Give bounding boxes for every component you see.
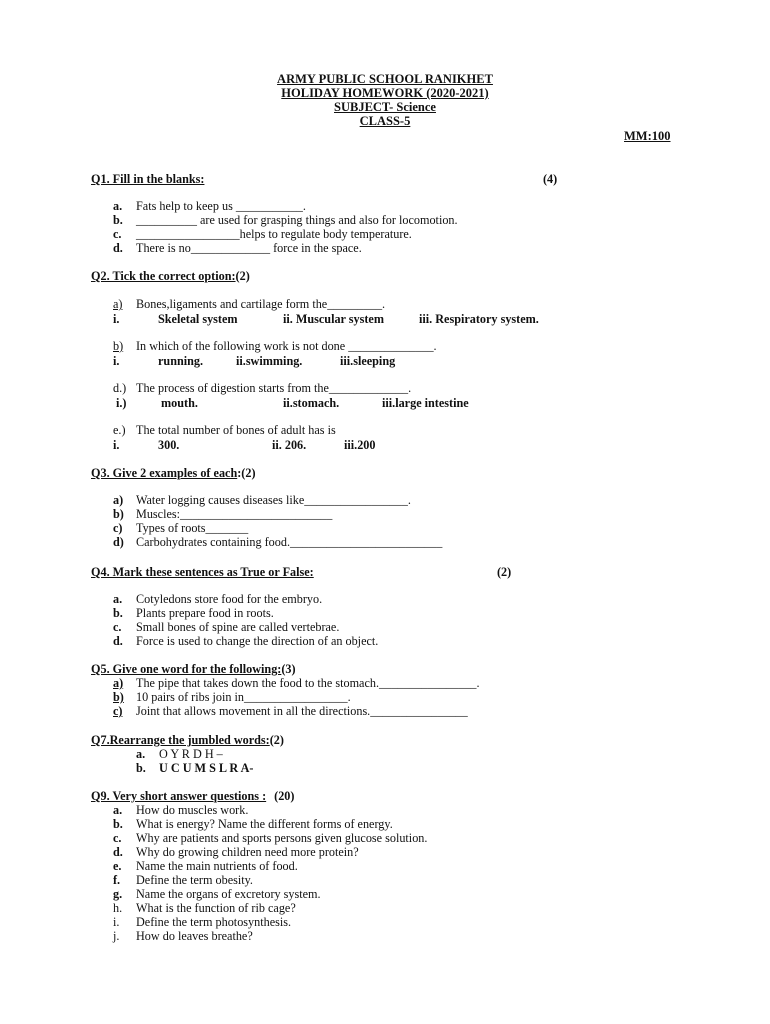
option-1: running. (158, 354, 204, 368)
item-label: c. (113, 831, 122, 845)
item-text: Carbohydrates containing food._________________________ (136, 535, 443, 549)
question-marks: (4) (543, 172, 558, 186)
list-item (113, 606, 274, 620)
list-item (113, 521, 248, 535)
question-marks: (2) (497, 565, 512, 579)
question-heading (91, 789, 294, 803)
question-marks: (2) (269, 733, 284, 747)
question-heading (91, 733, 284, 747)
list-item (113, 845, 359, 859)
list-item (113, 817, 393, 831)
question-heading (91, 466, 256, 480)
item-label: b. (113, 606, 123, 620)
question-marks: (3) (281, 662, 296, 676)
item-text: 10 pairs of ribs join in_________________. (136, 690, 351, 704)
item-text: _________________helps to regulate body temperature. (136, 227, 412, 241)
item-text: Name the organs of excretory system. (136, 887, 321, 901)
item-text: The total number of bones of adult has is (136, 423, 336, 437)
question-heading (91, 662, 296, 676)
list-item (113, 676, 480, 690)
item-label: b. (113, 817, 123, 831)
item-label: a) (113, 297, 123, 311)
option-label: i. (113, 438, 120, 452)
item-label: c. (113, 620, 122, 634)
item-text: __________ are used for grasping things and also for locomotion. (136, 213, 458, 227)
item-label: d. (113, 241, 123, 255)
mcq-question (113, 297, 385, 311)
list-item (136, 761, 253, 775)
item-label: a) (113, 676, 124, 690)
item-label: e. (113, 859, 122, 873)
item-text: The process of digestion starts from the_____________. (136, 381, 412, 395)
option-label: i. (113, 312, 120, 326)
question-marks: (2) (235, 269, 250, 283)
item-text: Plants prepare food in roots. (136, 606, 274, 620)
item-text: What is the function of rib cage? (136, 901, 296, 915)
list-item (113, 901, 296, 915)
list-item (113, 227, 412, 241)
list-item (113, 620, 339, 634)
option-3: iii.200 (344, 438, 376, 452)
item-text: Why are patients and sports persons given glucose solution. (136, 831, 428, 845)
question-marks: (20) (274, 789, 295, 803)
item-text: Define the term obesity. (136, 873, 253, 887)
list-item (113, 535, 442, 549)
option-2: ii. Muscular system (283, 312, 384, 326)
item-label: b. (113, 213, 123, 227)
question-marks: :(2) (237, 466, 256, 480)
question-title: Q1. Fill in the blanks: (91, 172, 205, 186)
item-label: d.) (113, 381, 127, 395)
option-3: iii.sleeping (340, 354, 396, 368)
item-text: Fats help to keep us ___________. (136, 199, 306, 213)
option-label: i. (113, 354, 120, 368)
item-label: c) (113, 704, 123, 718)
list-item (113, 704, 468, 718)
item-text: How do leaves breathe? (136, 929, 253, 943)
item-label: j. (113, 929, 120, 943)
mcq-options (113, 312, 119, 326)
list-item (113, 690, 351, 704)
item-label: d. (113, 845, 123, 859)
option-3: iii.large intestine (382, 396, 469, 410)
list-item (113, 493, 411, 507)
question-title: Q4. Mark these sentences as True or False: (91, 565, 314, 579)
list-item (113, 859, 298, 873)
option-2: ii.stomach. (283, 396, 340, 410)
item-text: Water logging causes diseases like_________________. (136, 493, 411, 507)
item-text: Define the term photosynthesis. (136, 915, 292, 929)
item-text: How do muscles work. (136, 803, 249, 817)
item-text: There is no_____________ force in the space. (136, 241, 362, 255)
item-label: e.) (113, 423, 126, 437)
item-label: b) (113, 690, 124, 704)
list-item (113, 199, 306, 213)
item-label: a) (113, 493, 124, 507)
item-text: The pipe that takes down the food to the stomach.________________. (136, 676, 480, 690)
question-title: Q2. Tick the correct option: (91, 269, 236, 283)
item-label: c) (113, 521, 123, 535)
mcq-question (113, 381, 411, 395)
option-1: 300. (158, 438, 180, 452)
option-1: mouth. (161, 396, 198, 410)
list-item (113, 831, 427, 845)
item-label: b) (113, 339, 124, 353)
list-item (113, 929, 253, 943)
item-label: c. (113, 227, 122, 241)
list-item (113, 634, 378, 648)
item-text: O Y R D H – (159, 747, 223, 761)
item-label: i. (113, 915, 120, 929)
question-title: Q3. Give 2 examples of each (91, 466, 238, 480)
item-text: In which of the following work is not done ______________. (136, 339, 437, 353)
item-label: d) (113, 535, 124, 549)
item-text: Name the main nutrients of food. (136, 859, 298, 873)
item-text: Why do growing children need more protein? (136, 845, 359, 859)
mcq-question (113, 423, 336, 437)
max-marks: MM:100 (624, 129, 671, 143)
list-item (113, 873, 253, 887)
question-heading (91, 269, 250, 283)
item-label: a. (113, 803, 123, 817)
item-label: g. (113, 887, 123, 901)
item-text: Force is used to change the direction of an object. (136, 634, 379, 648)
item-label: d. (113, 634, 123, 648)
item-label: h. (113, 901, 123, 915)
class-line: CLASS-5 (359, 114, 411, 128)
item-text: Types of roots_______ (136, 521, 249, 535)
option-2: ii. 206. (272, 438, 307, 452)
list-item (113, 213, 458, 227)
list-item (113, 915, 291, 929)
question-title: Q9. Very short answer questions : (91, 789, 267, 803)
list-item (113, 507, 332, 521)
list-item (113, 592, 322, 606)
option-label: i.) (116, 396, 127, 410)
list-item (136, 747, 223, 761)
option-2: ii.swimming. (236, 354, 303, 368)
item-text: Cotyledons store food for the embryo. (136, 592, 323, 606)
item-text: What is energy? Name the different forms of energy. (136, 817, 393, 831)
list-item (113, 887, 321, 901)
homework-title: HOLIDAY HOMEWORK (2020-2021) (281, 86, 489, 100)
option-3: iii. Respiratory system. (419, 312, 539, 326)
item-text: Joint that allows movement in all the directions.________________ (136, 704, 468, 718)
item-text: Bones,ligaments and cartilage form the_________. (136, 297, 386, 311)
item-label: a. (113, 199, 123, 213)
item-label: a. (113, 592, 123, 606)
question-title: Q5. Give one word for the following: (91, 662, 282, 676)
item-label: b) (113, 507, 124, 521)
mcq-question (113, 339, 437, 353)
subject-line: SUBJECT- Science (334, 100, 436, 114)
question-title: Q7.Rearrange the jumbled words: (91, 733, 270, 747)
item-label: b. (136, 761, 146, 775)
school-name: ARMY PUBLIC SCHOOL RANIKHET (277, 72, 493, 86)
item-text: Small bones of spine are called vertebrae. (136, 620, 340, 634)
option-1: Skeletal system (158, 312, 238, 326)
item-label: a. (136, 747, 146, 761)
item-text: U C U M S L R A- (159, 761, 254, 775)
list-item (113, 241, 362, 255)
list-item (113, 803, 248, 817)
item-label: f. (113, 873, 121, 887)
item-text: Muscles:_________________________ (136, 507, 333, 521)
